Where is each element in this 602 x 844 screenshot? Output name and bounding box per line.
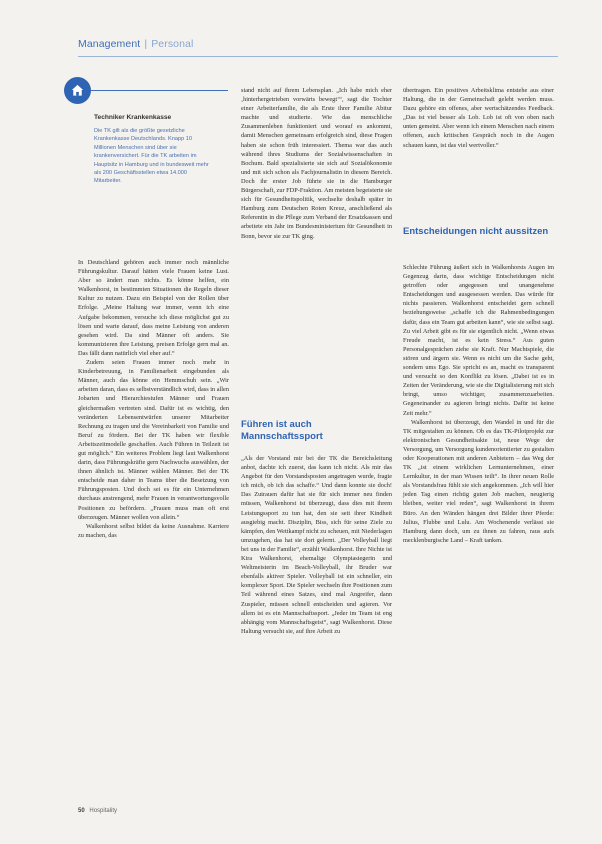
article-column-1 [78,258,229,540]
subheading-mannschaftssport: Führen ist auch Mannschaftssport [241,419,323,442]
paragraph: „Als der Vorstand mir bei der TK die Bereichsleitung anbot, dachte ich zuerst, das kann ich nicht. Als mir das Angebot für den Vorstandsposten angetragen wurde, fragte ich mich, ob ich das schaffe.“ Und dann konnte sie doch! Das Zutrauen dafür hat sie für sich immer neu finden müssen, Walkenhorst ist überzeugt, dass dies mit ihrem Leistungssport zu tun hat, den sie seit ihrer Kindheit ausgiebig macht. Disziplin, Biss, sich für seine Ziele zu kämpfen, den Wettkampf nicht zu scheuen, mit Niederlagen umzugehen, das hat sie dort gelernt. „Der Volleyball liegt bei uns in der Familie“, erzählt Walkenhorst. Ihre Nichte ist Kira Walkenhorst, ehemalige Olympiasiegerin und Weltmeisterin im Beach-Volleyball, ihr Bruder war ebenfalls aktiver Spieler. Volleyball ist ein schneller, ein komplexer Sport. Die Spieler wechseln ihre Positionen zum Teil während eines Satzes, sind mal Angreifer, dann Zuspieler, müssen schnell entscheiden und agieren. Vor allem ist es ein Mannschaftssport. „Jeder im Team ist eng abhängig vom Mannschaftsgeist“, sagt Walkenhorst. Diese Haltung versucht sie, auf ihre Arbeit zu [241,455,392,635]
column-2-continuation [241,454,392,636]
infobox-text: Die TK gilt als die größte gesetzliche Krankenkasse Deutschlands. Knapp 10 Millionen Menschen sind über sie krankenversichert. Für die TK arbeiten im Hauptsitz in Hamburg und in bundesweit mehr als 200 Geschäftsstellen etwa 14.000 Mitarbeiter. [94,128,209,185]
paragraph: stand nicht auf ihrem Lebensplan. „Ich habe mich eher ‚hinterhergetrieben vorwärts bewegt‘“, sagt die Tochter einer Arbeiterfamilie, die als Erste ihrer Familie Abitur machte und studierte. Wie das menschliche Zusammenleben funktioniert und worauf es ankommt, damit Menschen gemeinsam erfolgreich sind, diese Fragen haben sie schon früh interessiert. Thema war das auch während ihres Studiums der Sozialwissenschaften in Bochum. Bald spezialisierte sie sich auf Sozialökonomie und mit sich schon als Fachjournalistin in diesem Bereich. Doch ihr erster Job führte sie in die Hamburger Bürgerschaft, zur FDP-Fraktion. Am meisten begeisterte sie sich für Gesundheitspolitik, wechselte deshalb später in Hamburg zum Deutschen Roten Kreuz, anschließend als Referentin in die Pflege zum Verband der Ersatzkassen und arbeitete ein Jahr im Bundesministerium für Gesundheit in Bonn, bevor sie zur TK ging. [241,87,392,240]
magazine-name: Hospitality [89,808,118,814]
paragraph: In Deutschland gehören auch immer noch männliche Führungskultur. Darauf hätten viele Frauen keine Lust. Aber so ändert man nichts. Es könne helfen, ein Walkenhorst, in bestimmten Situationen die Regeln dieser Kultur zu nutzen. Dazu ein Beispiel von der Rollen über Erfolge. „Meine Haltung war immer, wenn ich eine Aufgabe bekommen, versuche ich diese möglichst gut zu lösen und warte darauf, dass meine Leistung von anderen gesehen wird. Da sind Männer oft anders. Sie kommunizieren ihre Leistung, preisen Erfolge gern mal an. Das fällt dann natürlich viel eher auf.“ [78,259,229,357]
page-number: 50 [78,808,85,814]
company-infobox [78,90,228,241]
header-rule [78,56,558,57]
paragraph: Walkenhorst ist überzeugt, den Wandel in und für die TK mitgestalten zu können. Ob es das TK-Pilotprojekt zur elektronischen Gesundheitsakte ist, neue Wege der Versorgung, um Versorgung kundenorientierter zu gestalten oder Kooperationen mit anderen Anbietern – das Weg der TK „ist einem wirklichen Lernunternehmen, einer Lernkultur, in der man Wissen teilt“. In ihrer neuen Rolle als Vorstandsfrau fühlt sie sich angekommen. „Ich will hier jeden Tag einen richtig guten Job machen, neugierig bleiben, weiter viel reden“, sagt Walkenhorst in ihrem Büro. An den Wänden hängen drei Bilder ihrer Pferde: Julius, Flubbe und Lulu. Am Wochenende verlässt sie Hamburg dann doch, um zu ihnen zu fahren, raus aufs mecklenburgische Land – Kraft tanken. [403,418,554,544]
house-icon [64,77,91,104]
paragraph: Zudem seien Frauen immer noch mehr in Kinderbetreuung, in Familienarbeit eingebunden als Männer, auch das könne ein Hemmschuh sein. „Wir arbeiten daran, dass es selbstverständlich wird, dass in allen Jobarten und Hierarchiestufen Männer und Frauen gleichermaßen vertreten sind. Dafür ist es wichtig, den veränderten Lebensentwürfen unserer Mitarbeiter Rechnung zu tragen und die Vereinbarkeit von Familie und Beruf zu fördern. Bei der TK haben wir flexible Arbeitszeitmodelle geschaffen. Auch Führen in Teilzeit ist gut möglich.“ Ein weiteres Problem liegt laut Walkenhorst darin, dass Führungskräfte gern Nachwuchs auswählen, der ihnen ähnlich ist. Männer wählen Männer. Bei der TK entscheide man daher in Teams über die Besetzung von Führungsposten. Und doch sei es für ein Unternehmen durchaus anstrengend, mehr Frauen in verantwortungsvolle Positionen zu befördern. „Frauen muss man oft erst überzeugen. Männer wollen von allein.“ [78,359,229,521]
paragraph: Walkenhorst selbst bildet da keine Ausnahme. Karriere zu machen, das [78,522,229,539]
article-column-2 [241,86,392,635]
paragraph: übertragen. Ein positives Arbeitsklima entstehe aus einer Haltung, die in der Gemeinschaft gelebt werden muss. Dazu gehöre ein offenes, aber wertschätzendes Feedback. „Das ist viel besser als Lob. Lob ist oft von oben nach unten gemeint. Aber wenn ich einem Menschen nach einem offenen, auch kritischen Gespräch noch in die Augen schauen kann, ist das viel wertvoller.“ [403,87,554,149]
header-separator: | [144,38,148,50]
section-name: Management [78,38,141,50]
subheading-entscheidungen: Entscheidungen nicht aussitzen [403,226,549,237]
infobox-title: Techniker Krankenkasse [94,114,172,121]
section-header [78,38,193,50]
column-3-continuation [403,263,554,545]
subsection-name: Personal [151,38,194,50]
column-3-intro [403,86,554,150]
page-footer [78,808,117,814]
paragraph: Schlechte Führung äußert sich in Walkenhorsts Augen im Gegenzug darin, dass wichtige Entscheidungen nicht getroffen oder angegessen und unangenehme Entscheidungen und ausgesessen werden. Das würde für nichts passieren. Walkenhorst entscheidet gern schnell beziehungsweise „schaffe ich die Rahmenbedingungen dafür, dass ein Team gut arbeiten kann“, wie sie selbst sagt. Zu viel Arbeit gibt es für sie eigentlich nicht. „Wenn etwas Freude macht, ist es kein Stress.“ Aus guten Personalgesprächen ziehe sie Kraft. Nur Machtspiele, die stören und ärgern sie. Wenn es nicht um die Sache geht, sondern ums Ego. Sie spricht es an, macht es transparent und versucht so den Konflikt zu lösen. „Dabei ist es in Zeiten der Veränderung, wie sie die Digitalisierung mit sich bringt, umso wichtiger, zusammenzuarbeiten. Gegeneinander zu agieren bringt nichts. Dafür ist keine Zeit mehr.“ [403,264,554,417]
